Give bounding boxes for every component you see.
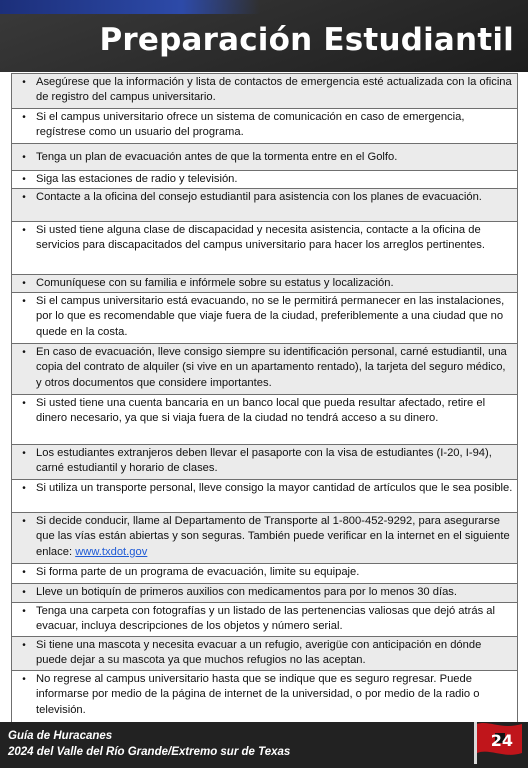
- list-item-text: No regrese al campus universitario hasta que se indique que es seguro regresar. Puede informarse por medio de la página de internet de la universidad, o por medio de la radio o televisión.: [36, 673, 480, 716]
- list-item: [11, 513, 518, 564]
- footer-guide-subtitle: 2024 del Valle del Río Grande/Extremo sur de Texas: [8, 746, 291, 758]
- list-item-text: Si forma parte de un programa de evacuación, limite su equipaje.: [36, 566, 360, 578]
- bullet-icon: •: [22, 398, 26, 409]
- list-item-text: Comuníquese con su familia e infórmele sobre su estatus y localización.: [36, 277, 394, 289]
- footer-guide-title: Guía de Huracanes: [8, 730, 113, 742]
- bullet-icon: •: [22, 77, 26, 88]
- bullet-icon: •: [22, 516, 26, 527]
- bullet-icon: •: [22, 174, 26, 185]
- list-item-text: Si el campus universitario ofrece un sistema de comunicación en caso de emergencia, regístrese como un usuario del programa.: [36, 111, 465, 139]
- list-item-text: Si utiliza un transporte personal, lleve consigo la mayor cantidad de artículos que le sea posible.: [36, 482, 513, 494]
- list-item: [11, 74, 518, 109]
- list-item: [11, 293, 518, 344]
- bullet-icon: •: [22, 296, 26, 307]
- page-header: [0, 0, 528, 72]
- page-title: Preparación Estudiantil: [99, 22, 514, 58]
- list-item: [11, 275, 518, 293]
- list-item-text: Asegúrese que la información y lista de contactos de emergencia esté actualizada con la oficina de registro del campus universitario.: [36, 76, 512, 104]
- list-item: [11, 480, 518, 513]
- page-footer: [0, 722, 528, 768]
- list-item-text: Siga las estaciones de radio y televisión.: [36, 173, 238, 185]
- list-item-text: [36, 514, 513, 560]
- list-item: [11, 584, 518, 603]
- list-item-text: Si tiene una mascota y necesita evacuar a un refugio, averigüe con anticipación en dónde puede dejar a su mascota ya que muchos refugios no las aceptan.: [36, 639, 482, 667]
- list-item-text: Contacte a la oficina del consejo estudiantil para asistencia con los planes de evacuación.: [36, 191, 482, 203]
- list-item: [11, 637, 518, 671]
- list-item-text: Si usted tiene alguna clase de discapacidad y necesita asistencia, contacte a la oficina de servicios para discapacitados del campus universitario para hacer los arreglos pertinentes.: [36, 224, 485, 252]
- tips-list: [11, 73, 518, 723]
- list-item: [11, 171, 518, 189]
- list-item-text: Lleve un botiquín de primeros auxilios con medicamentos para por lo menos 30 días.: [36, 586, 458, 598]
- bullet-icon: •: [22, 640, 26, 651]
- list-item: [11, 189, 518, 222]
- list-item-text: Los estudiantes extranjeros deben llevar el pasaporte con la visa de estudiantes (I-20, I-94), carné estudiantil y horario de clases.: [36, 447, 492, 475]
- bullet-icon: •: [22, 152, 26, 163]
- list-item-text: Tenga una carpeta con fotografías y un listado de las pertenencias valiosas que dejó atrás al evacuar, incluya descripciones de los objetos y número serial.: [36, 605, 495, 633]
- header-accent-stripe: [0, 0, 260, 14]
- list-item-text: En caso de evacuación, lleve consigo siempre su identificación personal, carné estudiantil, una copia del contrato de alquiler (si vive en un apartamento rentado), la tarjeta del seguro médico, y otros documentos que considere importantes.: [36, 346, 507, 389]
- list-item: [11, 445, 518, 480]
- list-item: [11, 395, 518, 445]
- driving-tip-text: Si decide conducir, llame al Departamento de Transporte al 1-800-452-9292, para asegurarse que las vías están abiertas y son seguras. También puede verificar en la internet en el siguiente enlace:: [36, 515, 510, 558]
- bullet-icon: •: [22, 606, 26, 617]
- list-item: [11, 109, 518, 144]
- bullet-icon: •: [22, 225, 26, 236]
- bullet-icon: •: [22, 278, 26, 289]
- bullet-icon: •: [22, 192, 26, 203]
- list-item-text: Si usted tiene una cuenta bancaria en un banco local que pueda resultar afectado, retire el dinero necesario, ya que si viaja fuera de la ciudad no tendrá acceso a su dinero.: [36, 397, 486, 425]
- page-number: 24: [490, 731, 513, 750]
- list-item: [11, 603, 518, 637]
- bullet-icon: •: [22, 483, 26, 494]
- list-item-text: Tenga un plan de evacuación antes de que la tormenta entre en el Golfo.: [36, 151, 398, 163]
- bullet-icon: •: [22, 448, 26, 459]
- bullet-icon: •: [22, 587, 26, 598]
- list-item-text: Si el campus universitario está evacuando, no se le permitirá permanecer en las instalaciones, por lo que es recomendable que viaje fuera de la ciudad, preferiblemente a una ciudad que no quede en la costa.: [36, 295, 505, 338]
- list-item: [11, 564, 518, 584]
- bullet-icon: •: [22, 567, 26, 578]
- list-item: [11, 344, 518, 395]
- list-item: [11, 144, 518, 171]
- bullet-icon: •: [22, 674, 26, 685]
- bullet-icon: •: [22, 347, 26, 358]
- txdot-link[interactable]: www.txdot.gov: [75, 545, 148, 558]
- bullet-icon: •: [22, 112, 26, 123]
- list-item: [11, 671, 518, 723]
- list-item: [11, 222, 518, 275]
